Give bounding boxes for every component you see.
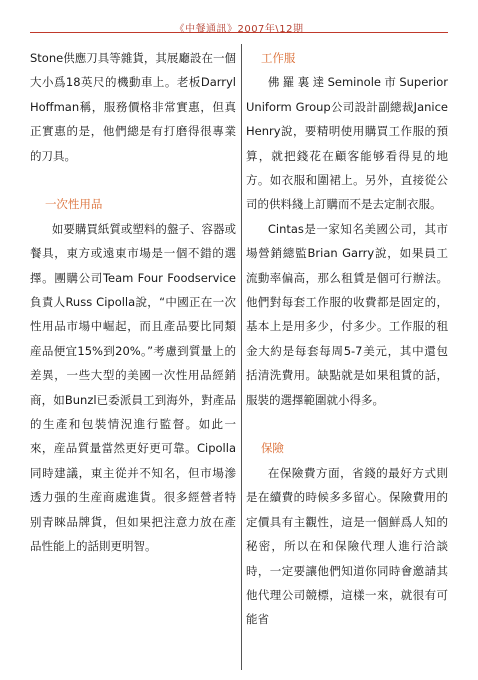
publication-title: 《中餐通訊》2007年\12期 — [174, 24, 304, 35]
header-rule — [30, 32, 448, 33]
section-heading-insurance: 保險 — [260, 441, 284, 456]
right-column — [246, 46, 448, 632]
left-column — [30, 46, 236, 559]
right-paragraph-3: 在保險費方面，省錢的最好方式則是在續費的時候多多留心。保險費用的定價具有主觀性，這是一個鮮爲人知的秘密，所以在和保險代理人進行洽談時，一定要讓他們知道你同時會邀請其他代理公司競標，這樣一來，就很有可能省 — [246, 465, 448, 627]
right-paragraph-2: Cintas是一家知名美國公司，其市場營銷總監Brian Garry說，如果員工流動率偏高，那么租賃是個可行辦法。他們對每套工作服的收費都是固定的，基本上是用多少，付多少。工作服的租金大約是每套每周5-7美元，其中還包括清洗費用。缺點就是如果租賃的話，服裝的選擇範圍就小得多。 — [246, 221, 448, 407]
column-divider — [241, 44, 242, 670]
section-heading-disposables: 一次性用品 — [44, 197, 103, 212]
spacer — [246, 412, 448, 436]
right-paragraph-1: 佛羅裏達Seminole市Superior Uniform Group公司設計副總裁Janice Henry說，要精明使用購買工作服的預算，就把錢花在顧客能够看得見的地方。如衣服和圍裙上。另外，直接從公司的供料綫上訂購而不是去定制衣服。 — [246, 75, 448, 212]
spacer — [30, 168, 236, 192]
left-paragraph-2: 如要購買紙質或塑料的盤子、容器或餐具，東方或遠東市場是一個不錯的選擇。團購公司Team Four Foodservice負責人Russ Cipolla說，“中國正在一次性用品市場中崛起，而且產品要比同類産品便宜15%到20%。”考慮到質量上的差異，一些大型的美國一次性用品經銷商，如Bunzl已委派員工到海外，對產品的生產和包裝情況進行監督。如此一來，産品質量當然更好更可靠。Cipolla同時建議，東主從并不知名，但市場滲透力强的生産商處進貨。很多經營者特别青睞品牌貨，但如果把注意力放在產品性能上的話則更明智。 — [30, 221, 236, 554]
left-paragraph-1: Stone供應刀具等雜貨，其展廳設在一個大小爲18英尺的機動車上。老板Darryl Hoffman稱，服務價格非常實惠，但真正實惠的是，他們總是有打磨得很專業的刀具。 — [30, 51, 236, 163]
page-header — [0, 0, 478, 46]
section-heading-uniforms: 工作服 — [260, 51, 296, 65]
